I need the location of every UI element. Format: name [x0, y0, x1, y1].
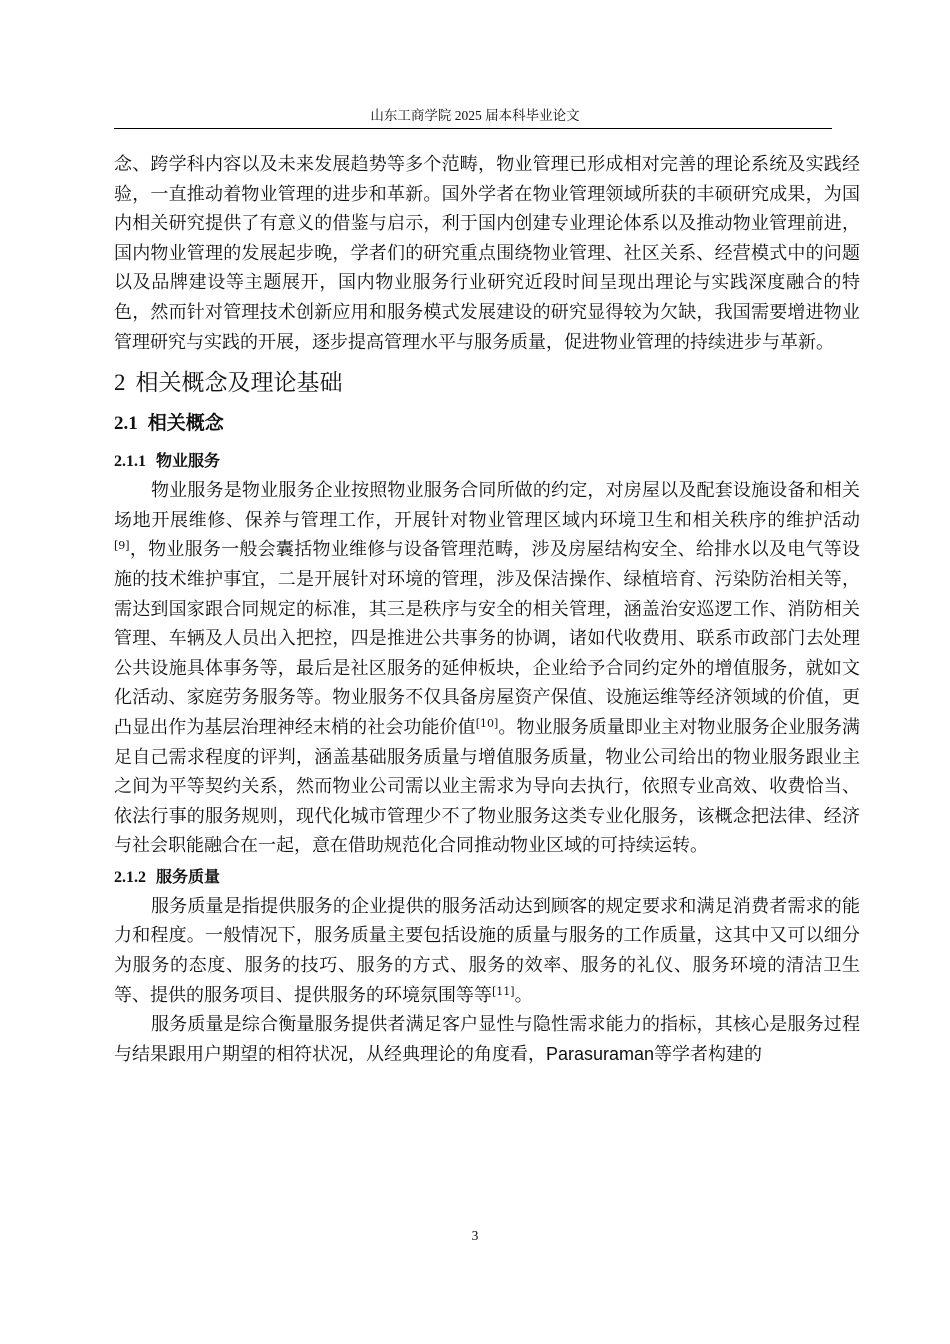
text-run: 。 [514, 984, 533, 1006]
text-run: 。物业服务质量即业主对物业服务企业服务满足自己需求程度的评判，涵盖基础服务质量与增值服务质量，物业公司给出的物业服务跟业主之间为平等契约关系，然而物业公司需以业主需求为导向去执行，依照专业高效、收费恰当、依法行事的服务规则，现代化城市管理少不了物业服务这类专业化服务，该概念把法律、经济与社会职能融合在一起，意在借助规范化合同推动物业区域的可持续运转。 [114, 716, 860, 857]
citation-ref-11[interactable]: [11] [492, 984, 515, 998]
section-number: 2.1 [114, 413, 138, 435]
subsection-number: 2.1.1 [114, 453, 146, 471]
subsection-title: 服务质量 [156, 866, 221, 886]
service-quality-paragraph-2 [114, 1010, 860, 1069]
section-heading [114, 408, 860, 439]
chapter-number: 2 [114, 370, 126, 396]
header-divider [114, 128, 832, 129]
text-run: 服务质量是综合衡量服务提供者满足客户显性与隐性需求能力的指标，其核心是服务过程与结果跟用户期望的相符状况，从经典理论的角度看， [114, 1014, 860, 1065]
chapter-title: 相关概念及理论基础 [135, 370, 343, 397]
running-header: 山东工商学院 2025 届本科毕业论文 [370, 108, 580, 123]
text-run: ，物业服务一般会囊括物业维修与设备管理范畴，涉及房屋结构安全、给排水以及电气等设施的技术维护事宜，二是开展针对环境的管理，涉及保洁操作、绿植培育、污染防治相关等，需达到国家跟合同规定的标准，其三是秩序与安全的相关管理，涵盖治安巡逻工作、消防相关管理、车辆及人员出入把控，四是推进公共事务的协调，诸如代收费用、联系市政部门去处理公共设施具体事务等，最后是社区服务的延伸板块，企业给予合同约定外的增值服务，就如文化活动、家庭劳务服务等。物业服务不仅具备房屋资产保值、设施运维等经济领域的价值，更凸显出作为基层治理神经末梢的社会功能价值 [114, 539, 860, 738]
text-run: 等学者构建的 [654, 1043, 763, 1065]
subsection-number: 2.1.2 [114, 868, 146, 886]
subsection-heading-service-quality [114, 863, 860, 892]
chapter-heading [114, 366, 860, 400]
service-quality-paragraph-1 [114, 892, 860, 1010]
intro-paragraph: 念、跨学科内容以及未来发展趋势等多个范畴，物业管理已形成相对完善的理论系统及实践经验，一直推动着物业管理的进步和革新。国外学者在物业管理领域所获的丰硕研究成果，为国内相关研究提供了有意义的借鉴与启示，利于国内创建专业理论体系以及推动物业管理前进，国内物业管理的发展起步晚，学者们的研究重点围绕物业管理、社区关系、经营模式中的问题以及品牌建设等主题展开，国内物业服务行业研究近段时间呈现出理论与实践深度融合的特色，然而针对管理技术创新应用和服务模式发展建设的研究显得较为欠缺，我国需要增进物业管理研究与实践的开展，逐步提高管理水平与服务质量，促进物业管理的持续进步与革新。 [114, 154, 860, 353]
section-title: 相关概念 [147, 412, 224, 435]
page-body [114, 150, 860, 1069]
property-service-paragraph [114, 476, 860, 861]
text-run: 服务质量是指提供服务的企业提供的服务活动达到顾客的规定要求和满足消费者需求的能力和程度。一般情况下，服务质量主要包括设施的质量与服务的工作质量，这其中又可以细分为服务的态度、服务的技巧、服务的方式、服务的效率、服务的礼仪、服务环境的清洁卫生等、提供的服务项目、提供服务的环境氛围等等 [114, 895, 860, 1006]
citation-ref-9[interactable]: [9] [114, 539, 130, 553]
subsection-title: 物业服务 [156, 451, 221, 471]
subsection-heading-property-service [114, 447, 860, 476]
text-run: 物业服务是物业服务企业按照物业服务合同所做的约定，对房屋以及配套设施设备和相关场地开展维修、保养与管理工作，开展针对物业管理区域内环境卫生和相关秩序的维护活动 [114, 480, 860, 531]
page-number: 3 [471, 1228, 479, 1243]
author-name: Parasuraman [546, 1043, 655, 1064]
citation-ref-10[interactable]: [10] [475, 716, 499, 730]
